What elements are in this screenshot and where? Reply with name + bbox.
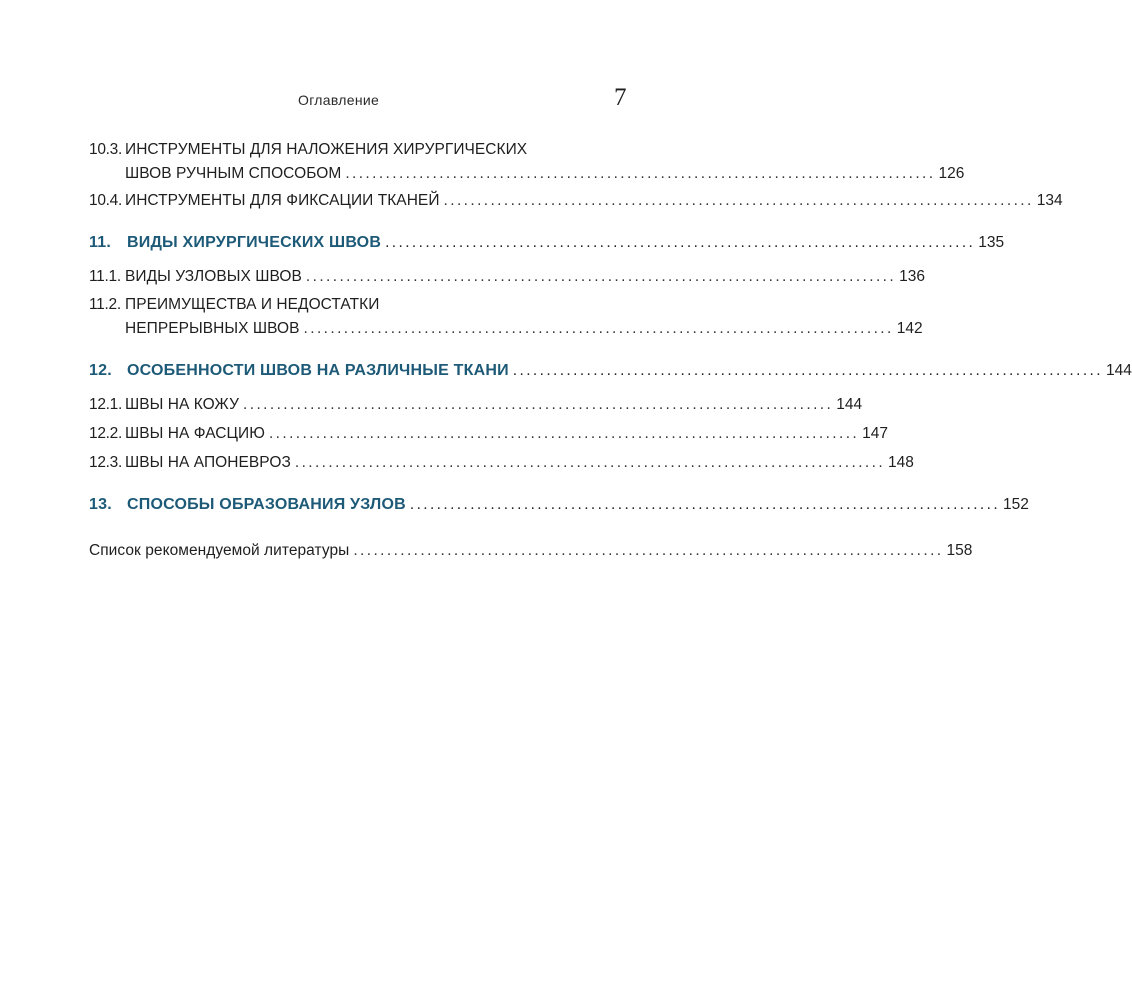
toc-entry-title: ШВОВ РУЧНЫМ СПОСОБОМ — [125, 165, 342, 182]
toc-entry-page: 144 — [1105, 362, 1132, 379]
toc-chapter-title: ВИДЫ ХИРУРГИЧЕСКИХ ШВОВ — [127, 234, 382, 251]
toc-entry-title: ВИДЫ УЗЛОВЫХ ШВОВ — [125, 268, 302, 285]
toc-entry-page: 134 — [1036, 192, 1063, 209]
toc-entry-10-3[interactable] — [89, 141, 594, 165]
toc-entry-page: 147 — [862, 425, 889, 442]
toc-entry-11-2-continuation[interactable] — [125, 320, 923, 344]
toc-entry-title: НЕПРЕРЫВНЫХ ШВОВ — [125, 320, 300, 337]
dot-leader: ........................................................................................ — [353, 542, 944, 559]
dot-leader: ........................................................................................ — [409, 496, 1001, 513]
toc-entry-number: 12.1. — [89, 396, 122, 413]
dot-leader: ........................................................................................ — [268, 425, 860, 442]
toc-entry-title: ШВЫ НА ФАСЦИЮ — [125, 425, 265, 442]
toc-entry-page: 152 — [1003, 496, 1029, 513]
dot-leader: ........................................................................................ — [345, 165, 936, 182]
running-title: Оглавление — [298, 92, 380, 108]
toc-entry-title: ШВЫ НА КОЖУ — [125, 396, 240, 413]
dot-leader: ........................................................................................ — [243, 396, 834, 413]
toc-chapter-title: СПОСОБЫ ОБРАЗОВАНИЯ УЗЛОВ — [127, 496, 406, 513]
toc-entry-page: 126 — [938, 165, 965, 182]
dot-leader: ........................................................................................ — [294, 454, 886, 471]
toc-chapter-number: 13. — [89, 496, 112, 513]
dot-leader: ........................................................................................ — [443, 192, 1034, 209]
toc-entry-number: 11.1. — [89, 268, 121, 285]
toc-entry-page: 158 — [946, 542, 973, 559]
toc-entry-title: ПРЕИМУЩЕСТВА И НЕДОСТАТКИ — [125, 296, 380, 313]
toc-chapter-title: ОСОБЕННОСТИ ШВОВ НА РАЗЛИЧНЫЕ ТКАНИ — [127, 362, 509, 379]
toc-chapter-11[interactable] — [89, 234, 1005, 258]
toc-entry-page: 135 — [978, 234, 1005, 251]
toc-entry-10-4[interactable] — [89, 192, 1063, 216]
toc-entry-10-3-continuation[interactable] — [125, 165, 965, 189]
dot-leader: ........................................................................................ — [305, 268, 897, 285]
toc-chapter-13[interactable] — [89, 496, 1029, 520]
toc-chapter-12[interactable] — [89, 362, 1132, 386]
dot-leader: ........................................................................................ — [385, 234, 976, 251]
toc-entry-number: 12.3. — [89, 454, 122, 471]
page-number: 7 — [614, 84, 627, 111]
toc-entry-references[interactable] — [89, 542, 973, 566]
toc-entry-page: 142 — [896, 320, 923, 337]
dot-leader: ........................................................................................ — [512, 362, 1103, 379]
toc-entry-11-2[interactable] — [89, 296, 594, 320]
toc-entry-page: 144 — [836, 396, 863, 413]
toc-entry-title: ИНСТРУМЕНТЫ ДЛЯ ФИКСАЦИИ ТКАНЕЙ — [125, 192, 440, 209]
toc-entry-page: 136 — [899, 268, 925, 285]
toc-entry-number: 12.2. — [89, 425, 122, 442]
dot-leader: ........................................................................................ — [303, 320, 894, 337]
toc-entry-12-1[interactable] — [89, 396, 863, 420]
toc-entry-page: 148 — [888, 454, 914, 471]
toc-entry-number: 11.2. — [89, 296, 121, 313]
toc-entry-12-2[interactable] — [89, 425, 889, 449]
toc-entry-title: Список рекомендуемой литературы — [89, 542, 350, 559]
toc-entry-12-3[interactable] — [89, 454, 914, 478]
toc-entry-11-1[interactable] — [89, 268, 925, 292]
toc-entry-number: 10.3. — [89, 141, 122, 158]
toc-entry-number: 10.4. — [89, 192, 122, 209]
toc-entry-title: ИНСТРУМЕНТЫ ДЛЯ НАЛОЖЕНИЯ ХИРУРГИЧЕСКИХ — [125, 141, 528, 158]
toc-entry-title: ШВЫ НА АПОНЕВРОЗ — [125, 454, 291, 471]
toc-chapter-number: 12. — [89, 362, 112, 379]
toc-chapter-number: 11. — [89, 234, 111, 251]
